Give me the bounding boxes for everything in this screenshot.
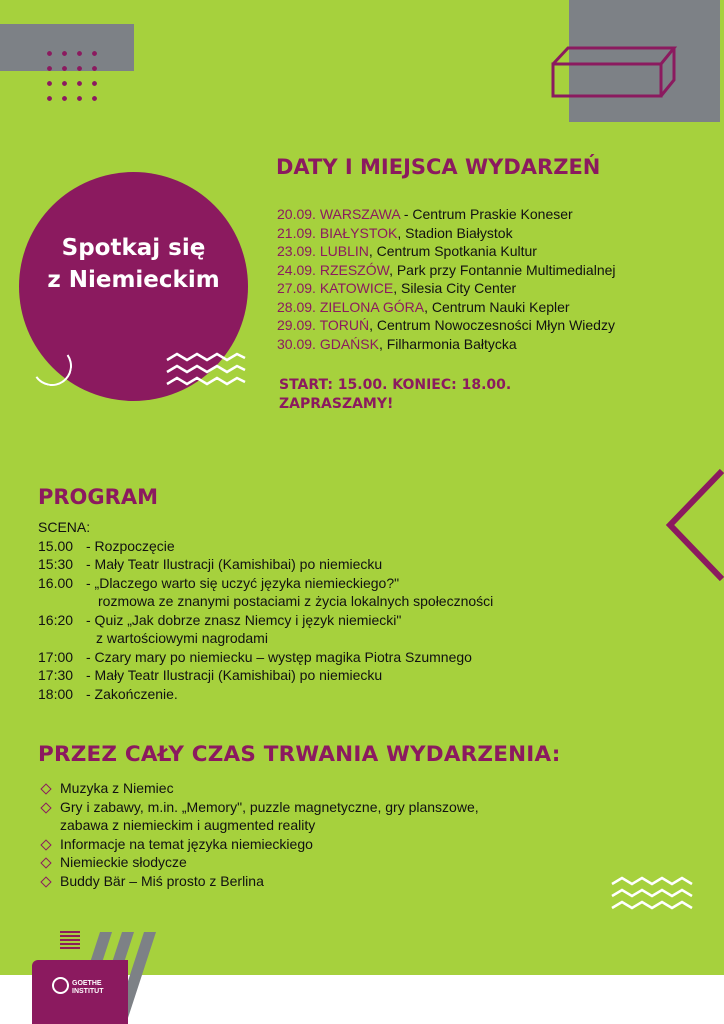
zigzag-icon bbox=[165, 352, 247, 392]
date-row: 21.09. BIAŁYSTOK, Stadion Białystok bbox=[277, 224, 513, 241]
program-row: 17:00 - Czary mary po niemiecku – występ magika Piotra Szumnego bbox=[38, 648, 472, 665]
program-row: 16:20 - Quiz „Jak dobrze znasz Niemcy i język niemiecki" bbox=[38, 611, 402, 628]
program-row-continuation: rozmowa ze znanymi postaciami z życia lokalnych społeczności bbox=[98, 593, 494, 609]
goethe-logo-icon bbox=[52, 977, 69, 994]
dates-list bbox=[277, 205, 616, 353]
program-row: 16.00 - „Dlaczego warto się uczyć języka niemieckiego?" bbox=[38, 574, 400, 591]
dot-grid-decoration bbox=[42, 46, 104, 108]
list-item: Niemieckie słodycze bbox=[40, 853, 479, 872]
date-row: 30.09. GDAŃSK, Filharmonia Bałtycka bbox=[277, 335, 517, 352]
activities-list bbox=[40, 779, 479, 890]
dates-heading: DATY I MIEJSCA WYDARZEŃ bbox=[276, 155, 601, 179]
prism-icon bbox=[550, 44, 678, 100]
program-list bbox=[38, 518, 493, 703]
date-row: 27.09. KATOWICE, Silesia City Center bbox=[277, 280, 517, 296]
program-row-continuation: z wartościowymi nagrodami bbox=[96, 630, 268, 646]
event-title: Spotkaj się z Niemieckim bbox=[47, 235, 220, 293]
zigzag-icon bbox=[610, 876, 694, 916]
program-heading: PROGRAM bbox=[38, 485, 158, 509]
list-item: Buddy Bär – Miś prosto z Berlina bbox=[40, 872, 479, 891]
start-info: START: 15.00. KONIEC: 18.00. ZAPRASZAMY! bbox=[279, 377, 512, 412]
list-item: Gry i zabawy, m.in. „Memory", puzzle magnetyczne, gry planszowe, bbox=[40, 798, 479, 817]
list-item: Informacje na temat języka niemieckiego bbox=[40, 835, 479, 854]
date-row: 29.09. TORUŃ, Centrum Nowoczesności Młyn Wiedzy bbox=[277, 317, 615, 333]
program-row: 17:30 - Mały Teatr Ilustracji (Kamishibai) po niemiecku bbox=[38, 667, 383, 683]
chevron-left-icon bbox=[662, 465, 724, 589]
program-row: 18:00 - Zakończenie. bbox=[38, 685, 178, 702]
date-row: 28.09. ZIELONA GÓRA, Centrum Nauki Kepler bbox=[277, 298, 570, 315]
list-item: Muzyka z Niemiec bbox=[40, 779, 479, 798]
all-time-heading: PRZEZ CAŁY CZAS TRWANIA WYDARZENIA: bbox=[38, 742, 561, 767]
scene-label: SCENA: bbox=[38, 519, 91, 535]
lines-decoration bbox=[60, 931, 80, 951]
program-row: 15.00 - Rozpoczęcie bbox=[38, 537, 175, 554]
program-row: 15:30 - Mały Teatr Ilustracji (Kamishibai) po niemiecku bbox=[38, 556, 383, 572]
goethe-logo-text: GOETHE INSTITUT bbox=[72, 980, 104, 995]
date-row: 24.09. RZESZÓW, Park przy Fontannie Multimedialnej bbox=[277, 261, 616, 278]
list-item-continuation: zabawa z niemieckim i augmented reality bbox=[60, 817, 316, 833]
date-row: 23.09. LUBLIN, Centrum Spotkania Kultur bbox=[277, 243, 537, 259]
date-row: 20.09. WARSZAWA - Centrum Praskie Koneser bbox=[277, 206, 573, 222]
